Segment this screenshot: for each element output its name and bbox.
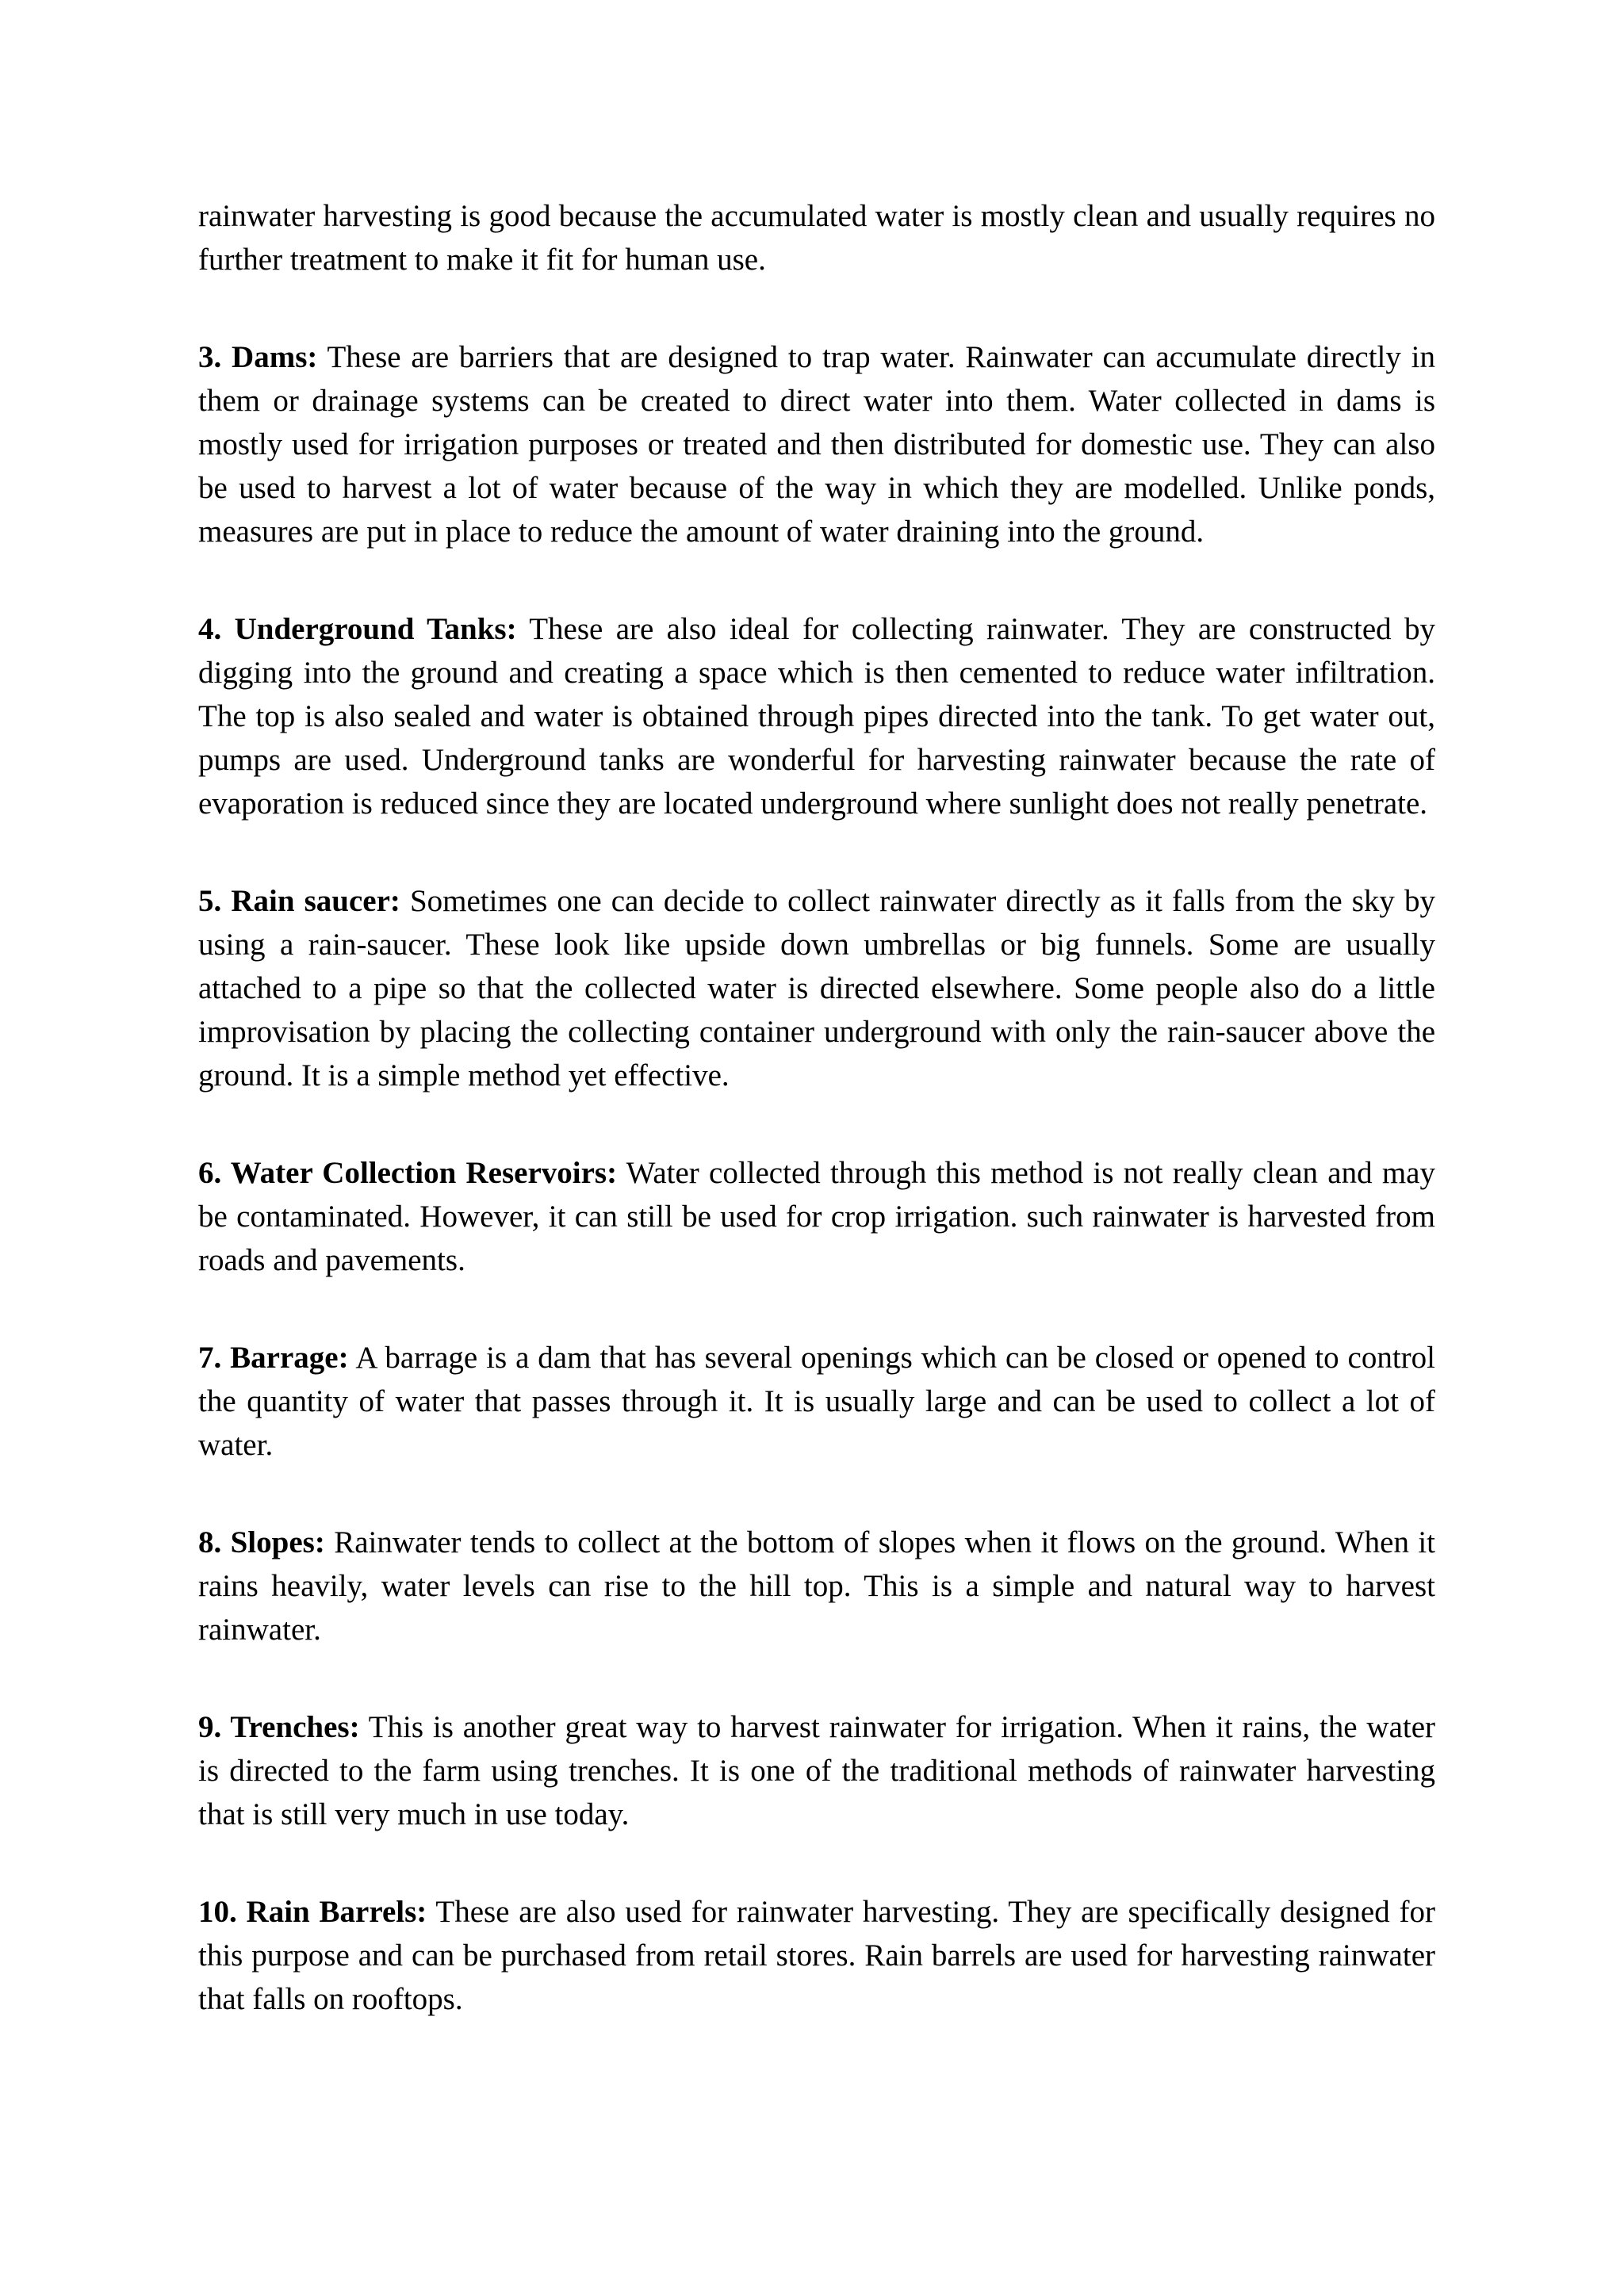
section-trenches [198,1705,1435,1836]
document-body [198,194,1435,2075]
section-heading: 8. Slopes: [198,1525,325,1559]
section-body: Water collected through this method is not really clean and may be contaminated. However, it can still be used for crop irrigation. such rainwater is harvested from roads and pavements. [198,1156,1435,1277]
section-dams [198,335,1435,553]
section-heading: 5. Rain saucer: [198,884,400,918]
section-heading: 10. Rain Barrels: [198,1895,427,1929]
section-heading: 7. Barrage: [198,1341,349,1375]
section-water-collection-reservoirs [198,1151,1435,1282]
section-body: This is another great way to harvest rainwater for irrigation. When it rains, the water is directed to the farm using trenches. It is one of the traditional methods of rainwater harvesting that is still very much in use today. [198,1710,1436,1831]
section-body: Sometimes one can decide to collect rainwater directly as it falls from the sky by using a rain-saucer. These look like upside down umbrellas or big funnels. Some are usually attached to a pipe so that the collected water is directed elsewhere. Some people also do a little improvisation by placing the collecting container underground with only the rain-saucer above the ground. It is a simple method yet effective. [198,884,1436,1093]
section-heading: 9. Trenches: [198,1710,360,1744]
section-body: These are also ideal for collecting rainwater. They are constructed by digging into the ground and creating a space which is then cemented to reduce water infiltration. The top is also sealed and water is obtained through pipes directed into the tank. To get water out, pumps are used. Underground tanks are wonderful for harvesting rainwater because the rate of evaporation is reduced since they are located underground where sunlight does not really penetrate. [198,612,1435,821]
section-body: A barrage is a dam that has several openings which can be closed or opened to control the quantity of water that passes through it. It is usually large and can be used to collect a lot of water. [198,1341,1435,1462]
section-body: Rainwater tends to collect at the bottom of slopes when it flows on the ground. When it rains heavily, water levels can rise to the hill top. This is a simple and natural way to harvest rainwater. [198,1525,1435,1647]
section-body: These are also used for rainwater harvesting. They are specifically designed for this purpose and can be purchased from retail stores. Rain barrels are used for harvesting rainwater that falls on rooftops. [198,1895,1435,2016]
section-underground-tanks [198,607,1435,825]
section-rain-barrels [198,1890,1435,2021]
section-heading: 3. Dams: [198,340,318,374]
section-slopes [198,1521,1435,1651]
section-body: These are barriers that are designed to trap water. Rainwater can accumulate directly in them or drainage systems can be created to direct water into them. Water collected in dams is mostly used for irrigation purposes or treated and then distributed for domestic use. They can also be used to harvest a lot of water because of the way in which they are modelled. Unlike ponds, measures are put in place to reduce the amount of water draining into the ground. [198,340,1436,549]
section-barrage [198,1336,1435,1467]
section-heading: 6. Water Collection Reservoirs: [198,1156,618,1190]
section-rain-saucer [198,879,1435,1097]
intro-paragraph: rainwater harvesting is good because the accumulated water is mostly clean and usually requires no further treatment to make it fit for human use. [198,199,1435,277]
section-heading: 4. Underground Tanks: [198,612,517,646]
